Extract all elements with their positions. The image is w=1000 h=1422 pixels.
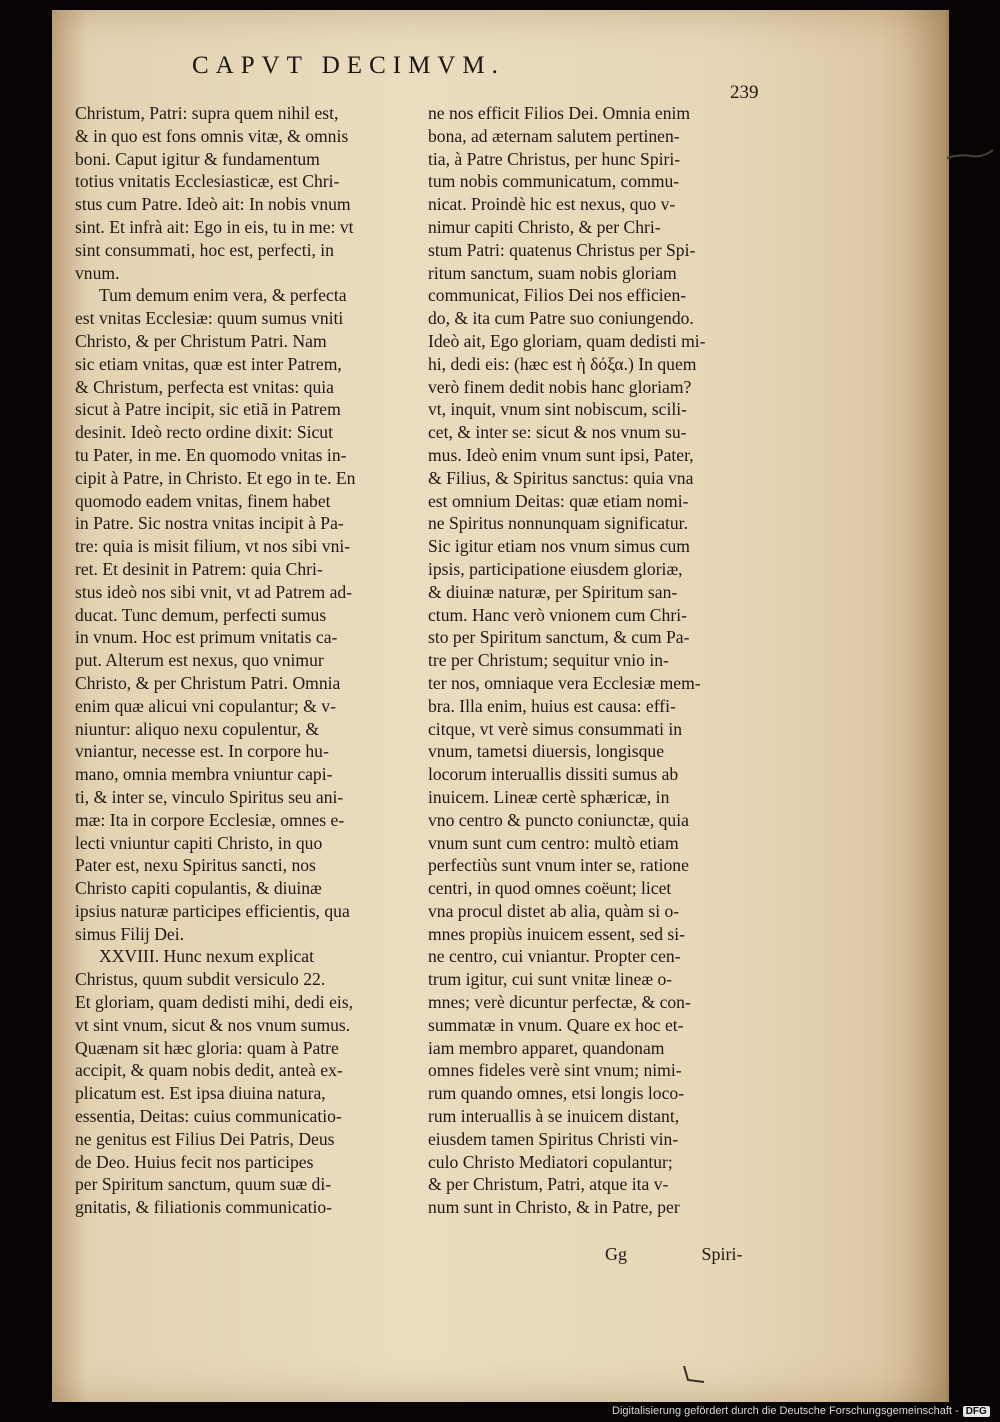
text-line: Pater est, nexu Spiritus sancti, nos <box>75 855 316 876</box>
text-line: & Christum, perfecta est vnitas: quia <box>75 376 334 397</box>
text-line: inuicem. Lineæ certè sphæricæ, in <box>428 786 670 807</box>
text-line: locorum interuallis dissiti sumus ab <box>428 764 679 785</box>
text-line: ne Spiritus nonnunquam significatur. <box>428 513 688 534</box>
text-line: perfectiùs sunt vnum inter se, ratione <box>428 855 689 876</box>
text-line: gnitatis, & filiationis communicatio- <box>75 1197 333 1218</box>
text-line: trum igitur, cui sunt vnitæ lineæ o- <box>428 969 673 990</box>
text-line: ti, & inter se, vinculo Spiritus seu ani- <box>75 786 344 807</box>
text-line: plicatum est. Est ipsa diuina natura, <box>75 1083 326 1104</box>
text-line: de Deo. Huius fecit nos participes <box>75 1151 314 1172</box>
text-line: hi, dedi eis: (hæc est ἡ δόξα.) In quem <box>428 353 697 374</box>
text-line: sic etiam vnitas, quæ est inter Patrem, <box>75 353 342 374</box>
text-line: mano, omnia membra vniuntur capi- <box>75 764 333 785</box>
text-line: est vnitas Ecclesiæ: quum sumus vniti <box>75 308 344 329</box>
footer-credit <box>612 1402 1000 1420</box>
text-line: stus ideò nos sibi vnit, vt ad Patrem ad- <box>75 581 353 602</box>
text-line: quomodo eadem vnitas, finem habet <box>75 490 331 511</box>
text-line: vnum, tametsi diuersis, longisque <box>428 741 665 762</box>
text-line: stus cum Patre. Ideò ait: In nobis vnum <box>75 194 351 215</box>
text-line: enim quæ alicui vni copulantur; & v- <box>75 695 336 716</box>
text-line: rum interuallis à se inuicem distant, <box>428 1106 680 1127</box>
text-line: ipsis, participatione eiusdem gloriæ, <box>428 558 683 579</box>
text-line: vnum. <box>75 262 120 283</box>
text-line: centri, in quod omnes coëunt; licet <box>428 878 672 899</box>
text-line: tre: quia is misit filium, vt nos sibi vni- <box>75 536 351 557</box>
text-line: mæ: Ita in corpore Ecclesiæ, omnes e- <box>75 809 345 830</box>
text-line: simus Filij Dei. <box>75 923 184 944</box>
text-line: & in quo est fons omnis vitæ, & omnis <box>75 125 349 146</box>
text-line: ter nos, omniaque vera Ecclesiæ mem- <box>428 672 701 693</box>
text-line: XXVIII. Hunc nexum explicat <box>99 946 314 967</box>
text-line: accipit, & quam nobis dedit, anteà ex- <box>75 1060 343 1081</box>
text-line: tia, à Patre Christus, per hunc Spiri- <box>428 148 681 169</box>
text-line: est omnium Deitas: quæ etiam nomi- <box>428 490 689 511</box>
text-line: vna procul distet ab alia, quàm si o- <box>428 900 680 921</box>
text-line: & Filius, & Spiritus sanctus: quia vna <box>428 467 694 488</box>
dfg-logo: DFG <box>963 1406 990 1417</box>
margin-pencil-mark <box>945 146 995 164</box>
catchwords <box>605 1244 743 1265</box>
text-line: vniantur, necesse est. In corpore hu- <box>75 741 329 762</box>
text-line: Tum demum enim vera, & perfecta <box>99 285 347 306</box>
text-line: mus. Ideò enim vnum sunt ipsi, Pater, <box>428 444 694 465</box>
text-line: per Spiritum sanctum, quum suæ di- <box>75 1174 332 1195</box>
text-line: & diuinæ naturæ, per Spiritum san- <box>428 581 678 602</box>
text-line: ret. Et desinit in Patrem: quia Chri- <box>75 558 323 579</box>
text-line: put. Alterum est nexus, quo vnimur <box>75 650 324 671</box>
text-line: ctum. Hanc verò vnionem cum Chri- <box>428 604 687 625</box>
text-line: do, & ita cum Patre suo coniungendo. <box>428 308 694 329</box>
text-line: eiusdem tamen Spiritus Christi vin- <box>428 1128 679 1149</box>
text-line: Christo, & per Christum Patri. Nam <box>75 330 327 351</box>
text-line: iam membro apparet, quandonam <box>428 1037 665 1058</box>
text-line: num sunt in Christo, & in Patre, per <box>428 1197 680 1218</box>
text-line: bra. Illa enim, huius est causa: effi- <box>428 695 676 716</box>
text-line: ritum sanctum, suam nobis gloriam <box>428 262 677 283</box>
text-line: tre per Christum; sequitur vnio in- <box>428 650 669 671</box>
text-line: Christus, quum subdit versiculo 22. <box>75 969 326 990</box>
text-line: ducat. Tunc demum, perfecti sumus <box>75 604 327 625</box>
text-line: Christum, Patri: supra quem nihil est, <box>75 103 339 123</box>
text-line: tu Pater, in me. En quomodo vnitas in- <box>75 444 347 465</box>
footer-text: Digitalisierung gefördert durch die Deutsche Forschungsgemeinschaft - <box>612 1405 959 1417</box>
text-line: & per Christum, Patri, atque ita v- <box>428 1174 669 1195</box>
text-line: rum quando omnes, etsi longis loco- <box>428 1083 685 1104</box>
text-line: nimur capiti Christo, & per Chri- <box>428 216 661 237</box>
text-line: desinit. Ideò recto ordine dixit: Sicut <box>75 422 333 443</box>
text-line: Et gloriam, quam dedisti mihi, dedi eis, <box>75 992 354 1013</box>
text-line: Quænam sit hæc gloria: quam à Patre <box>75 1037 339 1058</box>
text-line: omnes fideles verè sint vnum; nimi- <box>428 1060 682 1081</box>
text-line: mnes propiùs inuicem essent, sed si- <box>428 923 686 944</box>
text-line: lecti vniuntur capiti Christo, in quo <box>75 832 323 853</box>
text-line: tum nobis communicatum, commu- <box>428 171 680 192</box>
text-line: totius vnitatis Ecclesiasticæ, est Chri- <box>75 171 340 192</box>
text-line: ne nos efficit Filios Dei. Omnia enim <box>428 103 691 123</box>
signature-mark: Gg <box>605 1244 627 1264</box>
text-line: ipsius naturæ participes efficientis, qua <box>75 900 350 921</box>
text-line: mnes; verè dicuntur perfectæ, & con- <box>428 992 691 1013</box>
text-line: Christo, & per Christum Patri. Omnia <box>75 672 341 693</box>
text-line: nicat. Proindè hic est nexus, quo v- <box>428 194 676 215</box>
text-line: boni. Caput igitur & fundamentum <box>75 148 320 169</box>
text-line: bona, ad æternam salutem pertinen- <box>428 125 680 146</box>
text-line: sint. Et infrà ait: Ego in eis, tu in me: vt <box>75 216 354 237</box>
text-line: ne genitus est Filius Dei Patris, Deus <box>75 1128 335 1149</box>
catchword: Spiri- <box>701 1244 743 1264</box>
running-head: CAPVT DECIMVM. <box>192 52 505 79</box>
text-line: in vnum. Hoc est primum vnitatis ca- <box>75 627 338 648</box>
text-line: cet, & inter se: sicut & nos vnum su- <box>428 422 687 443</box>
text-line: vt sint vnum, sicut & nos vnum sumus. <box>75 1014 351 1035</box>
text-line: in Patre. Sic nostra vnitas incipit à Pa- <box>75 513 344 534</box>
text-line: Christo capiti copulantis, & diuinæ <box>75 878 322 899</box>
text-line: citque, vt verè simus consummati in <box>428 718 683 739</box>
bottom-margin-mark <box>678 1364 706 1386</box>
text-line: communicat, Filios Dei nos efficien- <box>428 285 687 306</box>
left-text-column <box>75 102 405 1219</box>
text-line: vno centro & puncto coniunctæ, quia <box>428 809 689 830</box>
text-line: niuntur: aliquo nexu copulentur, & <box>75 718 320 739</box>
text-line: summatæ in vnum. Quare ex hoc et- <box>428 1014 684 1035</box>
text-line: sicut à Patre incipit, sic etiã in Patrem <box>75 399 341 420</box>
text-line: cipit à Patre, in Christo. Et ego in te. En <box>75 467 356 488</box>
page-number: 239 <box>730 82 759 103</box>
text-line: vnum sunt cum centro: multò etiam <box>428 832 679 853</box>
text-line: verò finem dedit nobis hanc gloriam? <box>428 376 692 397</box>
text-line: ne centro, cui vniantur. Propter cen- <box>428 946 681 967</box>
text-line: sto per Spiritum sanctum, & cum Pa- <box>428 627 690 648</box>
text-line: sint consummati, hoc est, perfecti, in <box>75 239 334 260</box>
text-line: Sic igitur etiam nos vnum simus cum <box>428 536 690 557</box>
right-text-column <box>428 102 760 1219</box>
text-line: stum Patri: quatenus Christus per Spi- <box>428 239 696 260</box>
text-line: culo Christo Mediatori copulantur; <box>428 1151 673 1172</box>
text-line: essentia, Deitas: cuius communicatio- <box>75 1106 342 1127</box>
text-line: vt, inquit, vnum sint nobiscum, scili- <box>428 399 688 420</box>
text-line: Ideò ait, Ego gloriam, quam dedisti mi- <box>428 330 706 351</box>
